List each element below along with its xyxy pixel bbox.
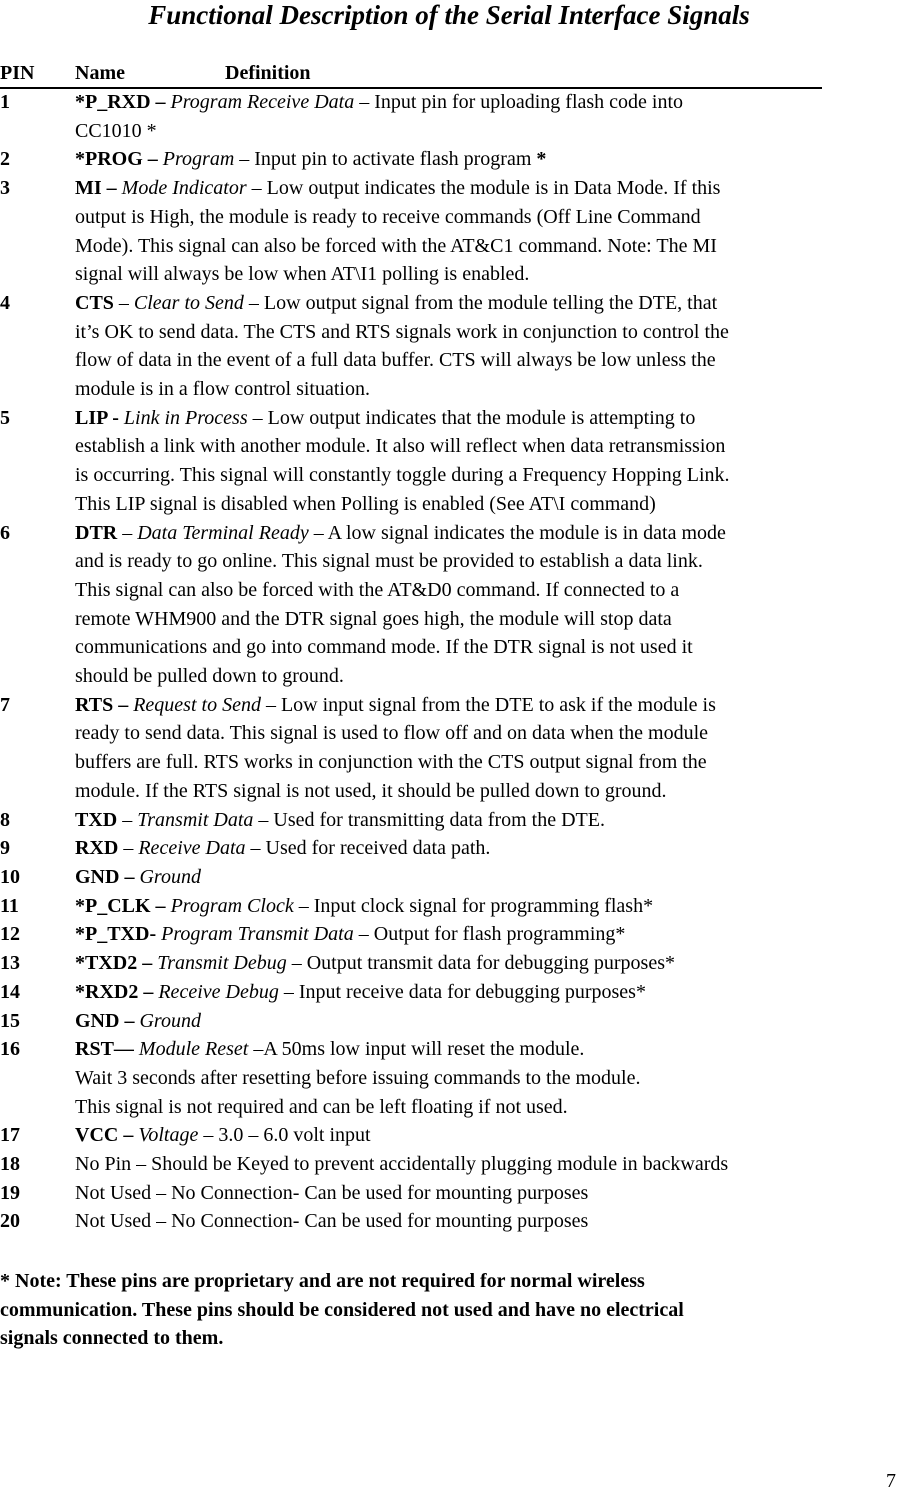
pin-number: 4 xyxy=(0,291,10,314)
definition-line: CC1010 * xyxy=(75,119,157,142)
table-row xyxy=(0,289,898,404)
definition-line: output is High, the module is ready to receive commands (Off Line Command xyxy=(75,205,701,228)
signal-term: Ground xyxy=(139,865,201,888)
dash: – xyxy=(117,808,138,831)
signal-term: Transmit Data xyxy=(137,808,254,831)
signal-name: *RXD2 – xyxy=(75,980,154,1003)
pin-number: 3 xyxy=(0,177,10,200)
definition-text: – Low input signal from the DTE to ask if the module is xyxy=(260,693,716,716)
signal-term: Program Transmit Data xyxy=(161,923,354,946)
definition-line: is occurring. This signal will constantly toggle during a Frequency Hopping Link. xyxy=(75,464,730,487)
definition-line: Mode). This signal can also be forced with the AT&C1 command. Note: The MI xyxy=(75,234,717,257)
definition-line: module. If the RTS signal is not used, it should be pulled down to ground. xyxy=(75,779,667,802)
definition-text: – Used for received data path. xyxy=(245,837,491,860)
signal-name: LIP - xyxy=(75,406,119,429)
signal-name: MI – xyxy=(75,177,117,200)
definition-line xyxy=(75,519,898,548)
table-row xyxy=(0,519,898,691)
pin-number: 17 xyxy=(0,1124,20,1147)
pin-number: 7 xyxy=(0,693,10,716)
definition-line: flow of data in the event of a full data buffer. CTS will always be low unless the xyxy=(75,349,716,372)
header-pin: PIN xyxy=(0,62,35,84)
table-row xyxy=(0,1007,898,1036)
pin-number: 13 xyxy=(0,952,20,975)
dash: – xyxy=(113,291,134,314)
definition-text: – Low output indicates that the module is attempting to xyxy=(247,406,696,429)
pin-number: 14 xyxy=(0,980,20,1003)
footnote-line: signals connected to them. xyxy=(0,1327,224,1350)
pin-number: 1 xyxy=(0,91,10,113)
definition-line: module is in a flow control situation. xyxy=(75,378,370,401)
pin-number: 12 xyxy=(0,923,20,946)
definition-line xyxy=(75,1207,898,1236)
table-row xyxy=(0,1207,898,1236)
definition-line: Wait 3 seconds after resetting before issuing commands to the module. xyxy=(75,1066,641,1089)
table-row xyxy=(0,1150,898,1179)
signal-name: VCC – xyxy=(75,1124,134,1147)
footnote-line: * Note: These pins are proprietary and are not required for normal wireless xyxy=(0,1270,645,1292)
pin-number: 19 xyxy=(0,1181,20,1204)
signal-name: CTS xyxy=(75,291,114,314)
definition-line xyxy=(75,806,898,835)
definition-line: This signal is not required and can be left floating if not used. xyxy=(75,1095,568,1118)
definition-line xyxy=(75,1150,898,1179)
definition-line: should be pulled down to ground. xyxy=(75,665,344,688)
dash: – xyxy=(118,837,139,860)
page-title: Functional Description of the Serial Interface Signals xyxy=(148,0,750,30)
signal-name: *P_CLK – xyxy=(75,894,166,917)
definition-text: – Used for transmitting data from the DTE. xyxy=(253,808,605,831)
pin-number: 15 xyxy=(0,1009,20,1032)
page-number: 7 xyxy=(886,1470,896,1492)
pin-number: 6 xyxy=(0,521,10,544)
definition-line xyxy=(75,949,898,978)
signal-name: DTR xyxy=(75,521,118,544)
pin-number: 10 xyxy=(0,865,20,888)
definition-text: – Input clock signal for programming flash* xyxy=(293,894,654,917)
table-row xyxy=(0,174,898,289)
definition-line xyxy=(75,892,898,921)
pin-number: 2 xyxy=(0,148,10,171)
definition-line xyxy=(75,920,898,949)
signal-name: RST— xyxy=(75,1038,134,1061)
pin-number: 11 xyxy=(0,894,19,917)
signal-term: Receive Debug xyxy=(158,980,279,1003)
table-row xyxy=(0,834,898,863)
pin-number: 20 xyxy=(0,1210,20,1233)
pin-number: 16 xyxy=(0,1038,20,1061)
definition-line xyxy=(75,404,898,433)
signal-term: Clear to Send xyxy=(133,291,244,314)
definition-line: ready to send data. This signal is used to flow off and on data when the module xyxy=(75,722,709,745)
definition-line: remote WHM900 and the DTR signal goes high, the module will stop data xyxy=(75,607,672,630)
signal-term: Receive Data xyxy=(138,837,246,860)
definition-text: – Input pin for uploading flash code into xyxy=(354,91,684,113)
signal-name: RTS – xyxy=(75,693,129,716)
definition-line: buffers are full. RTS works in conjunction with the CTS output signal from the xyxy=(75,751,707,774)
table-row xyxy=(0,1179,898,1208)
table-header xyxy=(0,60,822,89)
definition-line: establish a link with another module. It also will reflect when data retransmission xyxy=(75,435,726,458)
signal-name: *TXD2 – xyxy=(75,952,153,975)
definition-line xyxy=(75,1121,898,1150)
header-definition: Definition xyxy=(225,62,311,84)
dash: – xyxy=(117,521,138,544)
definition-line xyxy=(75,1179,898,1208)
signal-term: Module Reset xyxy=(138,1038,249,1061)
definition-text: – A low signal indicates the module is in data mode xyxy=(308,521,726,544)
signal-term: Request to Send xyxy=(133,693,261,716)
definition-text: –A 50ms low input will reset the module. xyxy=(248,1038,585,1061)
signal-name: GND – xyxy=(75,1009,135,1032)
definition-text: Not Used – No Connection- Can be used for mounting purposes xyxy=(75,1210,589,1233)
table-row xyxy=(0,892,898,921)
signal-term: Ground xyxy=(139,1009,201,1032)
definition-text: – Low output indicates the module is in Data Mode. If this xyxy=(246,177,721,200)
signal-name: *P_TXD- xyxy=(75,923,157,946)
definition-line: signal will always be low when AT\I1 polling is enabled. xyxy=(75,263,530,286)
table-row xyxy=(0,920,898,949)
pin-list xyxy=(0,88,898,1236)
definition-line xyxy=(75,1007,898,1036)
footnote xyxy=(0,1267,898,1353)
footnote-line: communication. These pins should be considered not used and have no electrical xyxy=(0,1298,684,1321)
definition-line xyxy=(75,289,898,318)
signal-name: TXD xyxy=(75,808,118,831)
definition-line xyxy=(75,1035,898,1064)
table-row xyxy=(0,978,898,1007)
definition-text: – Output for flash programming* xyxy=(353,923,626,946)
definition-text: – Input receive data for debugging purposes* xyxy=(278,980,646,1003)
table-row xyxy=(0,1121,898,1150)
definition-line xyxy=(75,834,898,863)
definition-text: – 3.0 – 6.0 volt input xyxy=(198,1124,371,1147)
definition-line xyxy=(75,88,898,117)
signal-name: *PROG – xyxy=(75,148,158,171)
definition-line xyxy=(75,145,898,174)
signal-term: Voltage xyxy=(138,1124,199,1147)
table-row xyxy=(0,1035,898,1121)
signal-name: *P_RXD – xyxy=(75,91,166,113)
definition-text: Not Used – No Connection- Can be used for mounting purposes xyxy=(75,1181,589,1204)
definition-line xyxy=(75,691,898,720)
table-row xyxy=(0,863,898,892)
definition-text: – Input pin to activate flash program xyxy=(234,148,537,171)
definition-line: it’s OK to send data. The CTS and RTS signals work in conjunction to control the xyxy=(75,320,729,343)
signal-term: Data Terminal Ready xyxy=(137,521,309,544)
table-row xyxy=(0,145,898,174)
pin-number: 18 xyxy=(0,1153,20,1176)
definition-text: – Output transmit data for debugging purposes* xyxy=(286,952,675,975)
signal-term: Program Clock xyxy=(170,894,294,917)
definition-text: No Pin – Should be Keyed to prevent accidentally plugging module in backwards xyxy=(75,1153,729,1176)
table-row xyxy=(0,691,898,806)
definition-line xyxy=(75,863,898,892)
signal-term: Transmit Debug xyxy=(157,952,287,975)
definition-line xyxy=(75,978,898,1007)
definition-line: communications and go into command mode. If the DTR signal is not used it xyxy=(75,636,693,659)
definition-line: This signal can also be forced with the AT&D0 command. If connected to a xyxy=(75,578,680,601)
table-row xyxy=(0,404,898,519)
signal-term: Mode Indicator xyxy=(121,177,247,200)
pin-number: 9 xyxy=(0,837,10,860)
table-row xyxy=(0,88,898,145)
signal-name: GND – xyxy=(75,865,135,888)
table-row xyxy=(0,806,898,835)
signal-term: Link in Process xyxy=(123,406,248,429)
definition-line: and is ready to go online. This signal must be provided to establish a data link. xyxy=(75,550,703,573)
definition-text: – Low output signal from the module telling the DTE, that xyxy=(243,291,718,314)
definition-line xyxy=(75,174,898,203)
header-name: Name xyxy=(75,62,125,84)
asterisk: * xyxy=(536,148,547,171)
signal-term: Program xyxy=(162,148,235,171)
pin-number: 5 xyxy=(0,406,10,429)
definition-line: This LIP signal is disabled when Polling is enabled (See AT\I command) xyxy=(75,492,656,515)
table-row xyxy=(0,949,898,978)
signal-term: Program Receive Data xyxy=(170,91,355,113)
signal-name: RXD xyxy=(75,837,119,860)
pin-number: 8 xyxy=(0,808,10,831)
